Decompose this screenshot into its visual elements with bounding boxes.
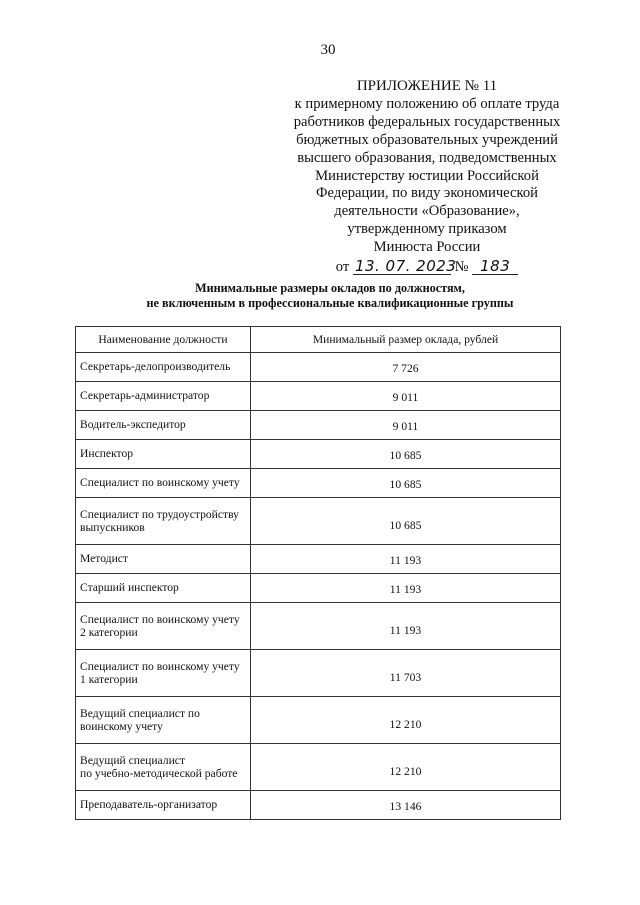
- min-salary-cell: 12 210: [251, 744, 561, 791]
- min-salary-cell: 10 685: [251, 469, 561, 498]
- order-prefix: от: [335, 259, 350, 276]
- position-name-line: Методист: [80, 552, 128, 566]
- position-name-line: по учебно-методической работе: [80, 767, 238, 780]
- salary-table: [75, 326, 561, 820]
- position-name-line: Специалист по воинскому учету: [80, 476, 240, 490]
- order-number-handwritten: 183: [472, 258, 518, 275]
- position-name-line: Секретарь-администратор: [80, 389, 210, 403]
- table-row: [76, 353, 561, 382]
- position-name-line: Специалист по воинскому учету: [80, 612, 240, 626]
- header-min-salary: Минимальный размер оклада, рублей: [251, 327, 561, 353]
- position-name-line: 1 категории: [80, 673, 138, 686]
- min-salary-cell: 11 193: [251, 574, 561, 603]
- appendix-line: высшего образования, подведомственных: [297, 149, 557, 166]
- table-header-row: [76, 327, 561, 353]
- position-name-cell: [76, 545, 251, 574]
- position-name-line: Секретарь-делопроизводитель: [80, 360, 231, 374]
- position-name-cell: [76, 469, 251, 498]
- position-name-cell: [76, 697, 251, 744]
- position-name-cell: [76, 498, 251, 545]
- position-name-cell: [76, 440, 251, 469]
- min-salary-cell: 13 146: [251, 791, 561, 820]
- table-row: [76, 440, 561, 469]
- min-salary-cell: 7 726: [251, 353, 561, 382]
- position-name-cell: [76, 744, 251, 791]
- table-row: [76, 791, 561, 820]
- page-number: 30: [320, 42, 336, 58]
- appendix-line: бюджетных образовательных учреждений: [296, 131, 558, 148]
- position-name-cell: [76, 411, 251, 440]
- position-name-cell: [76, 603, 251, 650]
- appendix-line: к примерному положению об оплате труда: [294, 95, 560, 112]
- appendix-line: утвержденному приказом: [347, 221, 507, 238]
- appendix-line: работников федеральных государственных: [293, 113, 561, 130]
- order-reference: [272, 258, 582, 277]
- table-row: [76, 650, 561, 697]
- table-row: [76, 469, 561, 498]
- table-heading-line: Минимальные размеры окладов по должностям,: [195, 281, 465, 295]
- position-name-cell: [76, 791, 251, 820]
- order-date-handwritten: 13. 07. 2023: [354, 257, 457, 276]
- position-name-line: выпускников: [80, 521, 145, 534]
- position-name-line: Водитель-экспедитор: [80, 418, 186, 432]
- table-row: [76, 498, 561, 545]
- min-salary-cell: 12 210: [251, 697, 561, 744]
- position-name-line: Ведущий специалист по: [80, 706, 200, 720]
- header-position-name: Наименование должности: [76, 327, 251, 353]
- min-salary-cell: 11 193: [251, 603, 561, 650]
- appendix-line: Федерации, по виду экономической: [316, 185, 538, 202]
- table-row: [76, 574, 561, 603]
- position-name-line: Преподаватель-организатор: [80, 798, 218, 812]
- table-row: [76, 603, 561, 650]
- order-number-sign: №: [454, 259, 469, 276]
- position-name-cell: [76, 650, 251, 697]
- position-name-line: Инспектор: [80, 447, 134, 461]
- table-row: [76, 545, 561, 574]
- min-salary-cell: 11 193: [251, 545, 561, 574]
- table-row: [76, 697, 561, 744]
- appendix-line: Министерству юстиции Российской: [315, 167, 539, 184]
- table-heading-line: не включенным в профессиональные квалификационные группы: [146, 295, 514, 310]
- min-salary-cell: 9 011: [251, 382, 561, 411]
- position-name-line: Ведущий специалист: [80, 753, 186, 767]
- appendix-title: ПРИЛОЖЕНИЕ № 11: [356, 78, 498, 94]
- min-salary-cell: 9 011: [251, 411, 561, 440]
- min-salary-cell: 10 685: [251, 440, 561, 469]
- position-name-cell: [76, 382, 251, 411]
- appendix-line: Минюста России: [373, 239, 481, 256]
- table-row: [76, 411, 561, 440]
- appendix-block: [272, 78, 582, 277]
- table-heading: [0, 281, 640, 310]
- table-row: [76, 744, 561, 791]
- min-salary-cell: 10 685: [251, 498, 561, 545]
- position-name-cell: [76, 574, 251, 603]
- appendix-line: деятельности «Образование»,: [334, 203, 520, 220]
- position-name-cell: [76, 353, 251, 382]
- position-name-line: Специалист по трудоустройству: [80, 507, 239, 521]
- position-name-line: воинскому учету: [80, 720, 163, 733]
- position-name-line: Специалист по воинскому учету: [80, 659, 240, 673]
- position-name-line: Старший инспектор: [80, 581, 179, 595]
- position-name-line: 2 категории: [80, 626, 138, 639]
- table-row: [76, 382, 561, 411]
- min-salary-cell: 11 703: [251, 650, 561, 697]
